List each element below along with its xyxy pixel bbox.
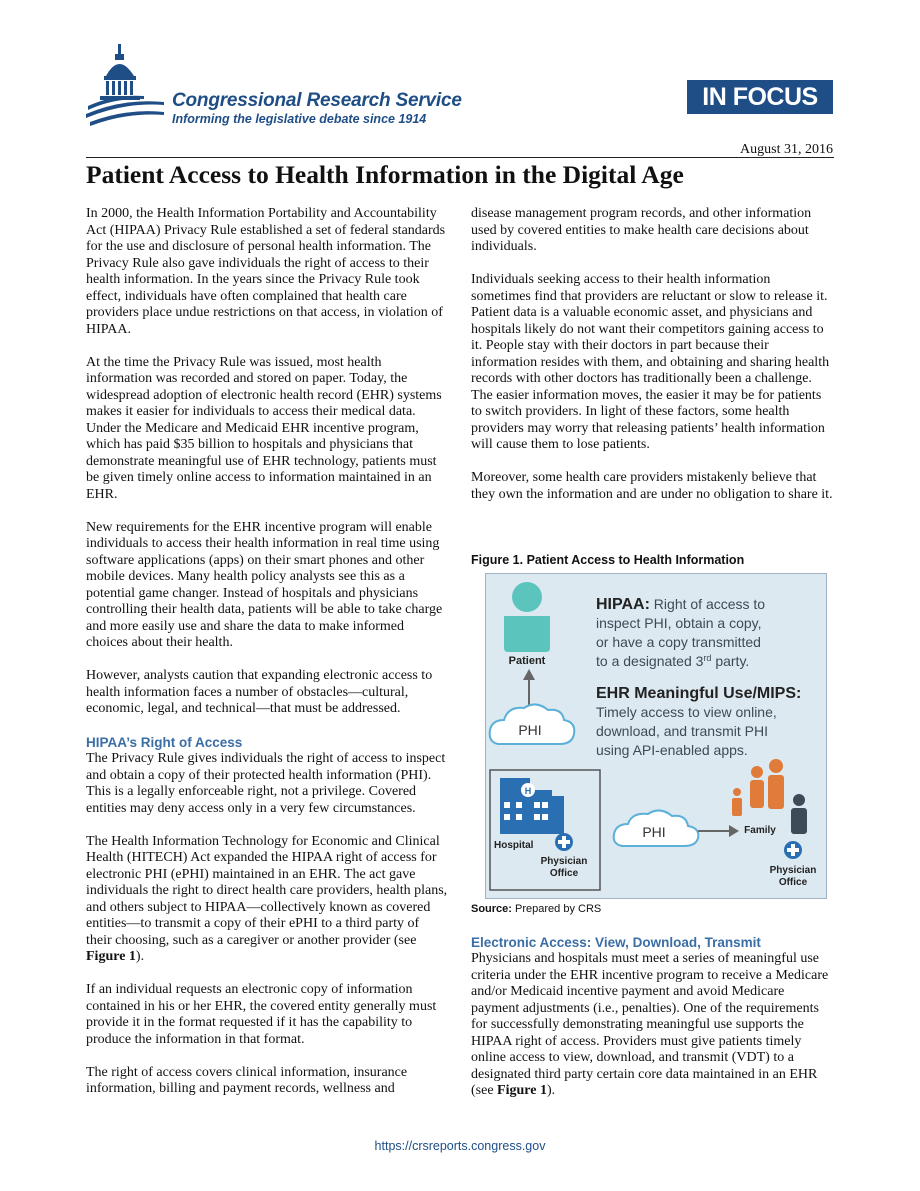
paragraph: At the time the Privacy Rule was issued, most health information was recorded and stored on paper. Today, the widespread adoption of electronic health record (EHR) systems makes it easier for individuals to access their medical data. Under the Medicare and Medicaid EHR incentive program, which has paid $35 billion to hospitals and physicians that demonstrate meaningful use of EHR technology, patients must be given timely online access to information maintained in an EHR.	[86, 354, 442, 502]
phi-label-top: PHI	[518, 722, 542, 738]
figure-reference-link[interactable]: Figure 1	[86, 949, 136, 964]
in-focus-badge: IN FOCUS	[687, 80, 833, 114]
paragraph-text: ).	[135, 949, 145, 964]
paragraph-text: Physicians and hospitals must meet a series of meaningful use criteria under the EHR incentive program to receive a Medicare and/or Medicaid incentive payment and avoid Medicare payment adjustments (i.e., penalties). One of the requirements for successfully demonstrating meaningful use supports the HIPAA right of access. Providers must give patients timely online access to view, download, and transmit (VDT) to a designated third party certain core data maintained in an EHR (see	[471, 951, 829, 1098]
capitol-dome-icon	[84, 40, 168, 130]
document-title: Patient Access to Health Information in the Digital Age	[86, 160, 684, 189]
physician-office-right-line2: Office	[778, 877, 808, 888]
ehr-heading: EHR Meaningful Use/MIPS:	[596, 685, 802, 702]
svg-text:H: H	[524, 786, 532, 796]
ehr-line3: using API-enabled apps.	[596, 742, 748, 758]
hipaa-line4: to a designated 3rd party.	[596, 653, 750, 669]
left-column	[86, 206, 448, 1098]
right-column-top	[471, 206, 833, 503]
paragraph: The right of access covers clinical information, insurance information, billing and payment records, wellness and	[86, 1064, 408, 1096]
section-heading: Electronic Access: View, Download, Transmit	[471, 935, 761, 950]
figure-diagram	[486, 574, 826, 898]
section-heading: HIPAA’s Right of Access	[86, 735, 243, 750]
paragraph: If an individual requests an electronic copy of information contained in his or her EHR, the covered entity generally must provide it in the format requested if it has the capability to produce the information in that format.	[86, 982, 437, 1047]
patient-icon	[504, 582, 550, 652]
figure-reference-link[interactable]: Figure 1	[497, 1083, 547, 1098]
paragraph: New requirements for the EHR incentive program will enable individuals to access their health information in real time using software applications (apps) on their smart phones and other mobile devices. Many health policy analysts see this as a potential game changer. Instead of hospitals and physicians controlling their health data, patients will be able to take charge and more easily use and share the data to make informed choices about their health.	[86, 519, 443, 650]
figure-caption: Figure 1. Patient Access to Health Information	[471, 553, 745, 567]
paragraph: disease management program records, and other information used by covered entities to make health care decisions about individuals.	[471, 206, 812, 254]
ehr-line2: download, and transmit PHI	[596, 723, 768, 739]
arrow-head-icon	[729, 825, 739, 837]
right-column-bottom	[471, 934, 833, 1100]
physician-icon	[791, 794, 807, 834]
family-label: Family	[744, 825, 776, 836]
patient-label: Patient	[508, 655, 546, 667]
crs-logo	[84, 40, 168, 130]
physician-office-icon-left	[555, 833, 573, 851]
paragraph: Individuals seeking access to their health information sometimes find that providers are reluctant or slow to release it. Patient data is a valuable economic asset, and physicians and hospitals likely do not want their competitors gaining access to it. People stay with their doctors in part because their information resides with them, and obtaining and sharing health records with other doctors has traditionally been a challenge. The easier information moves, the easier it may be for patients to switch providers. In light of these factors, some health providers may worry that releasing patients’ health information will cause them to lose patients.	[471, 272, 830, 452]
paragraph-text: The Health Information Technology for Economic and Clinical Health (HITECH) Act expanded the HIPAA right of access for electronic PHI (ePHI) maintained in an EHR. The act gave individuals the right to direct health care providers, health plans, and others subject to HIPAA—collectively known as covered entities—to transmit a copy of their ePHI to a third party of their choosing, such as a caregiver or another provider (see	[86, 833, 448, 948]
physician-office-left-line1: Physician	[540, 856, 588, 867]
header-rule	[86, 157, 834, 158]
paragraph: In 2000, the Health Information Portability and Accountability Act (HIPAA) Privacy Rule established a set of federal standards for the use and disclosure of personal health information. The Privacy Rule also gave individuals the right of access to their health information. In the years since the Privacy Rule took effect, individuals have often complained that health care providers place undue restrictions on that access, in violation of HIPAA.	[86, 206, 446, 337]
hipaa-line1: HIPAA: Right of access to	[596, 596, 766, 613]
physician-office-left-line2: Office	[549, 868, 579, 879]
paragraph-text: ).	[546, 1083, 556, 1098]
org-name: Congressional Research Service	[172, 90, 462, 111]
family-icon	[732, 759, 784, 816]
physician-office-right-line1: Physician	[769, 865, 817, 876]
paragraph: Moreover, some health care providers mistakenly believe that they own the information and are under no obligation to share it.	[471, 470, 833, 502]
publication-date: August 31, 2016	[740, 142, 833, 157]
paragraph	[471, 951, 833, 1100]
source-text: Prepared by CRS	[511, 903, 602, 915]
hospital-label: Hospital	[494, 840, 534, 851]
figure-source	[471, 903, 601, 915]
paragraph: However, analysts caution that expanding electronic access to health information faces a number of obstacles—cultural, economic, legal, and technical—that must be addressed.	[86, 668, 433, 716]
hipaa-line2: inspect PHI, obtain a copy,	[596, 615, 762, 631]
source-label: Source:	[471, 903, 512, 915]
footer-url-link[interactable]: https://crsreports.congress.gov	[374, 1139, 546, 1153]
arrow-head-icon	[523, 669, 535, 680]
phi-label-middle: PHI	[642, 824, 666, 840]
ehr-line1: Timely access to view online,	[596, 704, 777, 720]
physician-office-icon-right	[784, 841, 802, 859]
paragraph: The Privacy Rule gives individuals the right of access to inspect and obtain a copy of their protected health information (PHI). This is a legally enforceable right, not a privilege. Covered entities may deny access only in a very few circumstances.	[86, 751, 446, 816]
figure-patient-access	[485, 573, 827, 899]
org-tagline: Informing the legislative debate since 1914	[172, 112, 427, 126]
hipaa-line3: or have a copy transmitted	[596, 634, 761, 650]
paragraph	[86, 834, 448, 966]
